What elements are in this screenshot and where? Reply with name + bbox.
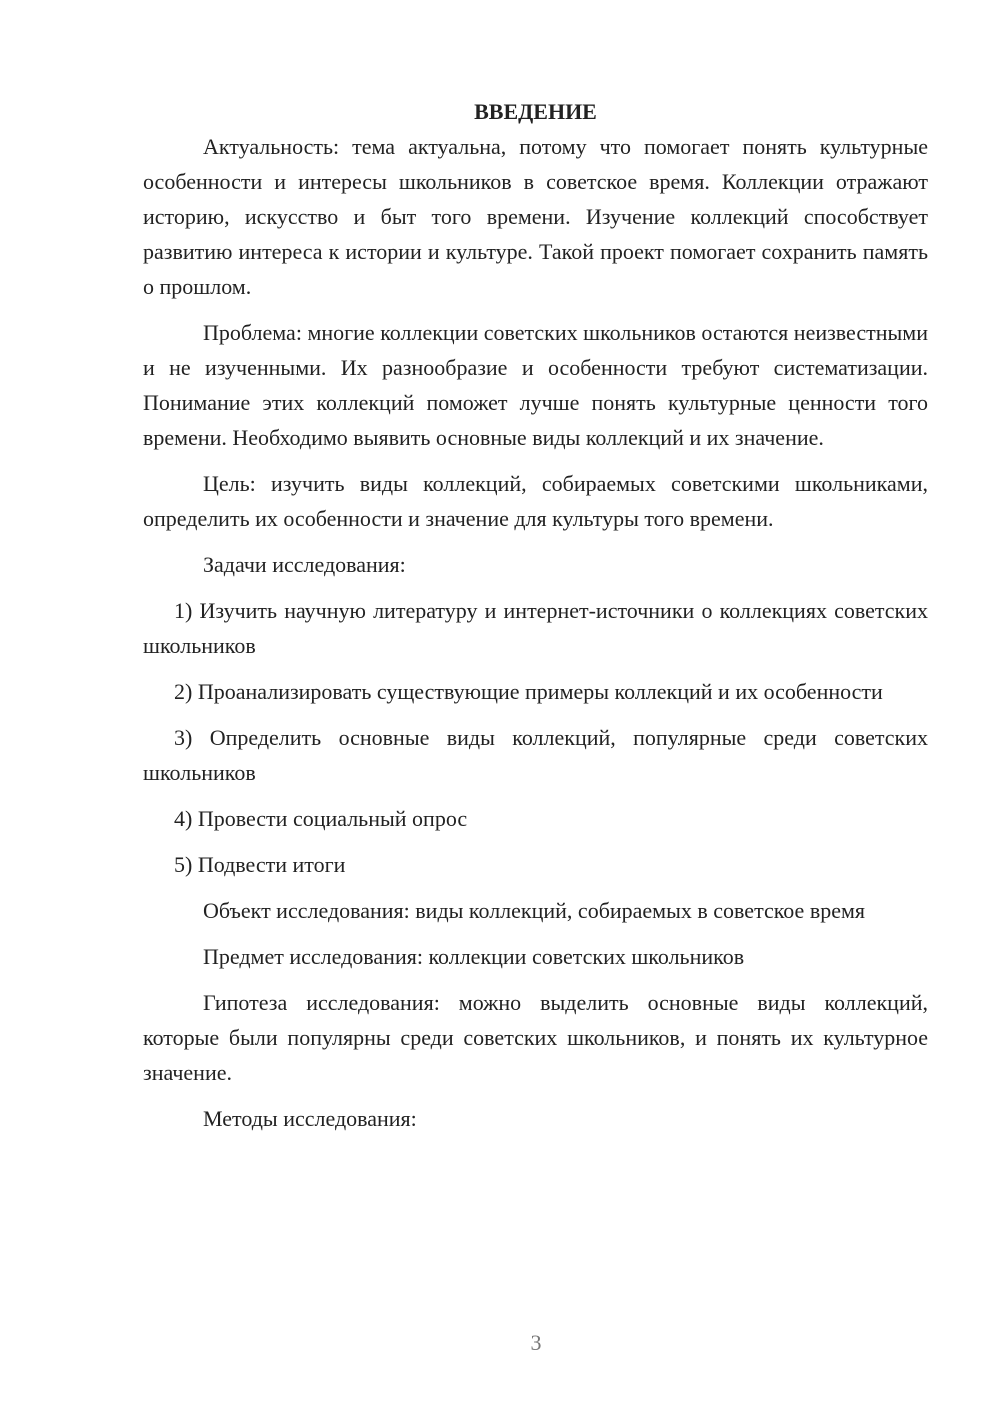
paragraph-relevance: Актуальность: тема актуальна, потому что помогает понять культурные особенности и интересы школьников в советское время. Коллекции отражают историю, искусство и быт того времени. Изучение коллекций способствует развитию интереса к истории и культуре. Такой проект помогает сохранить память о прошлом. — [143, 134, 928, 299]
paragraph-object: Объект исследования: виды коллекций, собираемых в советское время — [203, 898, 866, 923]
task-item-2: 2) Проанализировать существующие примеры коллекций и их особенности — [174, 679, 883, 704]
document-page — [143, 94, 928, 1147]
paragraph-problem: Проблема: многие коллекции советских школьников остаются неизвестными и не изученными. Их разнообразие и особенности требуют систематизации. Понимание этих коллекций поможет лучше понять культурные ценности того времени. Необходимо выявить основные виды коллекций и их значение. — [143, 320, 928, 450]
task-item-1: 1) Изучить научную литературу и интернет-источники о коллекциях советских школьников — [143, 598, 928, 658]
task-item-5: 5) Подвести итоги — [174, 852, 346, 877]
methods-heading: Методы исследования: — [203, 1106, 417, 1131]
task-item-3: 3) Определить основные виды коллекций, популярные среди советских школьников — [143, 725, 928, 785]
paragraph-hypothesis: Гипотеза исследования: можно выделить основные виды коллекций, которые были популярны среди советских школьников, и понять их культурное значение. — [143, 990, 928, 1085]
page-title: ВВЕДЕНИЕ — [474, 99, 597, 124]
tasks-heading: Задачи исследования: — [203, 552, 406, 577]
paragraph-subject: Предмет исследования: коллекции советских школьников — [203, 944, 745, 969]
task-item-4: 4) Провести социальный опрос — [174, 806, 468, 831]
page-number: 3 — [530, 1330, 542, 1355]
paragraph-goal: Цель: изучить виды коллекций, собираемых советскими школьниками, определить их особенности и значение для культуры того времени. — [143, 471, 928, 531]
